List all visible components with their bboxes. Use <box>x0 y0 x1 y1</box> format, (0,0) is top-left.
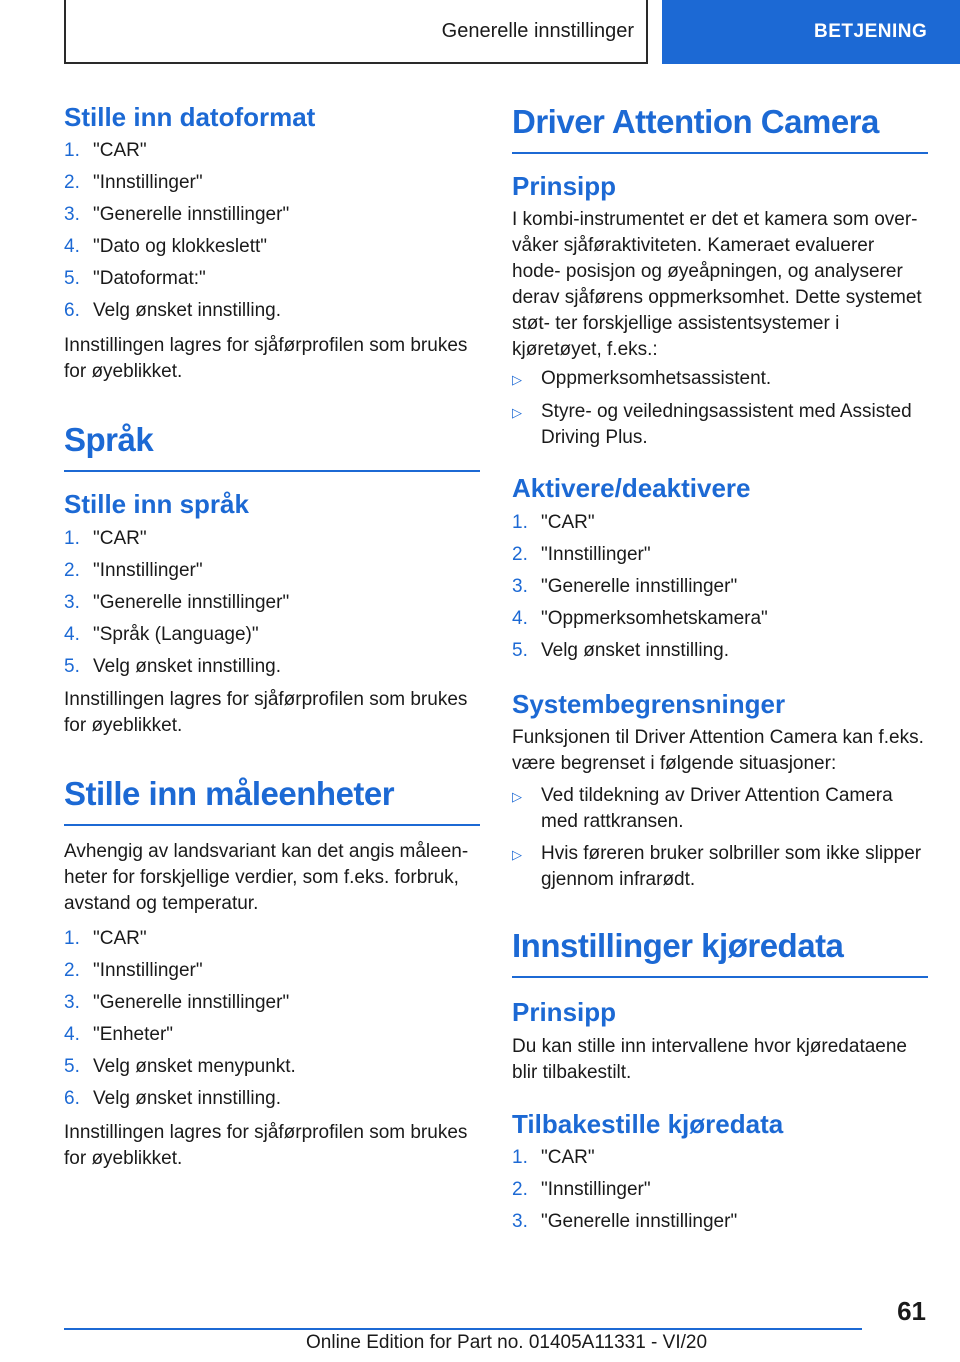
footer-edition: Online Edition for Part no. 01405A11331 - VI/20 <box>306 1332 708 1353</box>
step-number: 6. <box>64 300 80 321</box>
heading-driver-attention-camera: Driver Attention Camera <box>512 102 928 154</box>
step-item <box>512 571 928 603</box>
steps-maleenheter <box>64 923 480 1115</box>
triangle-bullet-icon: ▷ <box>512 372 522 387</box>
page-number: 61 <box>897 1296 926 1326</box>
step-text: "Generelle innstillinger" <box>541 1211 738 1232</box>
note-maleenheter: Innstillingen lagres for sjåførprofilen som brukes for øyeblikket. <box>64 1122 468 1169</box>
heading-aktivere: Aktivere/deaktivere <box>512 473 751 503</box>
note-sprak: Innstillingen lagres for sjåførprofilen som brukes for øyeblikket. <box>64 689 468 736</box>
step-number: 3. <box>64 592 80 613</box>
note-datoformat: Innstillingen lagres for sjåførprofilen som brukes for øyeblikket. <box>64 335 468 382</box>
bullets-systembegrensninger <box>512 783 928 899</box>
step-text: "Språk (Language)" <box>93 624 259 645</box>
steps-tilbakestille <box>512 1142 928 1238</box>
step-text: "Oppmerksomhetskamera" <box>541 608 768 629</box>
step-item <box>64 523 480 555</box>
bullets-camera <box>512 366 928 457</box>
step-item <box>512 635 928 667</box>
step-item <box>512 603 928 635</box>
header-chapter-title: BETJENING <box>814 21 928 42</box>
header-section-title: Generelle innstillinger <box>441 19 634 42</box>
bullet-text: Hvis føreren bruker solbriller som ikke slipper gjennom infrarødt. <box>541 843 922 890</box>
step-number: 3. <box>512 576 528 597</box>
bullet-text: Oppmerksomhetsassistent. <box>541 368 772 389</box>
step-text: "Generelle innstillinger" <box>93 992 290 1013</box>
step-number: 2. <box>64 960 80 981</box>
step-number: 2. <box>64 172 80 193</box>
intro-maleenheter: Avhengig av landsvariant kan det angis måleen‐ heter for forskjellige verdier, som f.eks. forbruk, avstand og temperatur. <box>64 841 469 914</box>
step-text: "Generelle innstillinger" <box>93 204 290 225</box>
heading-kjoredata: Innstillinger kjøredata <box>512 926 928 978</box>
bullet-item <box>512 783 928 835</box>
step-number: 3. <box>64 992 80 1013</box>
step-item <box>64 587 480 619</box>
step-text: "CAR" <box>93 928 147 949</box>
step-item <box>64 1019 480 1051</box>
step-item <box>512 1142 928 1174</box>
step-number: 3. <box>512 1211 528 1232</box>
header-chapter-tab <box>662 0 960 64</box>
step-text: "CAR" <box>541 1147 595 1168</box>
bullet-item <box>512 841 928 893</box>
step-text: "Innstillinger" <box>93 172 203 193</box>
triangle-bullet-icon: ▷ <box>512 847 522 862</box>
step-number: 2. <box>512 1179 528 1200</box>
step-number: 3. <box>64 204 80 225</box>
step-item <box>512 1206 928 1238</box>
step-item <box>64 1051 480 1083</box>
bullet-item <box>512 366 928 393</box>
triangle-bullet-icon: ▷ <box>512 405 522 420</box>
step-number: 4. <box>512 608 528 629</box>
step-item <box>64 651 480 683</box>
heading-systembegrensninger: Systembegrensninger <box>512 689 786 719</box>
text-prinsipp-camera: I kombi-instrumentet er det et kamera som over‐ våker sjåføraktiviteten. Kameraet evaluerer hode‐ posisjon og øyeåpningen, og analyserer derav sjåførens oppmerksomhet. Dette systemet støt‐ ter forskjellige assistentsystemer i kjøretøyet, f.eks.: <box>512 209 922 360</box>
step-item <box>64 619 480 651</box>
step-text: "Dato og klokkeslett" <box>93 236 268 257</box>
bullet-item <box>512 399 928 451</box>
step-text: "Innstillinger" <box>93 560 203 581</box>
heading-prinsipp-kjoredata: Prinsipp <box>512 997 617 1027</box>
triangle-bullet-icon: ▷ <box>512 789 522 804</box>
step-text: Velg ønsket innstilling. <box>93 300 281 321</box>
step-number: 2. <box>512 544 528 565</box>
heading-datoformat: Stille inn datoformat <box>64 102 316 132</box>
heading-sprak: Språk <box>64 420 480 472</box>
step-number: 5. <box>512 640 528 661</box>
text-prinsipp-kjoredata: Du kan stille inn intervallene hvor kjøredataene blir tilbakestilt. <box>512 1036 907 1083</box>
steps-datoformat <box>64 135 480 327</box>
heading-prinsipp-camera: Prinsipp <box>512 171 617 201</box>
step-number: 4. <box>64 236 80 257</box>
step-item <box>64 1083 480 1115</box>
step-item <box>512 1174 928 1206</box>
step-item <box>64 231 480 263</box>
step-text: "Generelle innstillinger" <box>541 576 738 597</box>
bullet-text: Styre- og veiledningsassistent med Assisted Driving Plus. <box>541 401 912 448</box>
step-item <box>512 507 928 539</box>
step-number: 1. <box>512 1147 528 1168</box>
step-text: "Enheter" <box>93 1024 174 1045</box>
step-number: 4. <box>64 624 80 645</box>
heading-maleenheter: Stille inn måleenheter <box>64 774 480 826</box>
steps-sprak <box>64 523 480 683</box>
step-item <box>64 295 480 327</box>
step-number: 1. <box>64 528 80 549</box>
steps-aktivere <box>512 507 928 667</box>
step-text: "Datoformat:" <box>93 268 206 289</box>
step-number: 1. <box>64 140 80 161</box>
text-systembegrensninger: Funksjonen til Driver Attention Camera kan f.eks. være begrenset i følgende situasjoner: <box>512 727 924 774</box>
footer-divider <box>64 1328 862 1330</box>
step-text: "Innstillinger" <box>93 960 203 981</box>
step-number: 5. <box>64 268 80 289</box>
step-text: "Generelle innstillinger" <box>93 592 290 613</box>
step-item <box>64 167 480 199</box>
step-number: 5. <box>64 656 80 677</box>
step-item <box>512 539 928 571</box>
heading-stille-inn-sprak: Stille inn språk <box>64 489 249 519</box>
step-number: 6. <box>64 1088 80 1109</box>
step-text: Velg ønsket menypunkt. <box>93 1056 296 1077</box>
step-number: 1. <box>64 928 80 949</box>
step-number: 1. <box>512 512 528 533</box>
bullet-text: Ved tildekning av Driver Attention Camera med rattkransen. <box>541 785 893 832</box>
step-text: "CAR" <box>93 140 147 161</box>
step-item <box>64 199 480 231</box>
step-number: 2. <box>64 560 80 581</box>
step-text: "Innstillinger" <box>541 544 651 565</box>
step-text: "CAR" <box>93 528 147 549</box>
step-text: Velg ønsket innstilling. <box>93 656 281 677</box>
heading-tilbakestille: Tilbakestille kjøredata <box>512 1109 784 1139</box>
step-item <box>64 263 480 295</box>
step-number: 5. <box>64 1056 80 1077</box>
step-text: Velg ønsket innstilling. <box>541 640 729 661</box>
step-item <box>64 135 480 167</box>
step-text: "CAR" <box>541 512 595 533</box>
step-item <box>64 923 480 955</box>
step-number: 4. <box>64 1024 80 1045</box>
header-section-tab <box>64 0 648 64</box>
step-item <box>64 987 480 1019</box>
step-text: Velg ønsket innstilling. <box>93 1088 281 1109</box>
step-text: "Innstillinger" <box>541 1179 651 1200</box>
step-item <box>64 955 480 987</box>
step-item <box>64 555 480 587</box>
